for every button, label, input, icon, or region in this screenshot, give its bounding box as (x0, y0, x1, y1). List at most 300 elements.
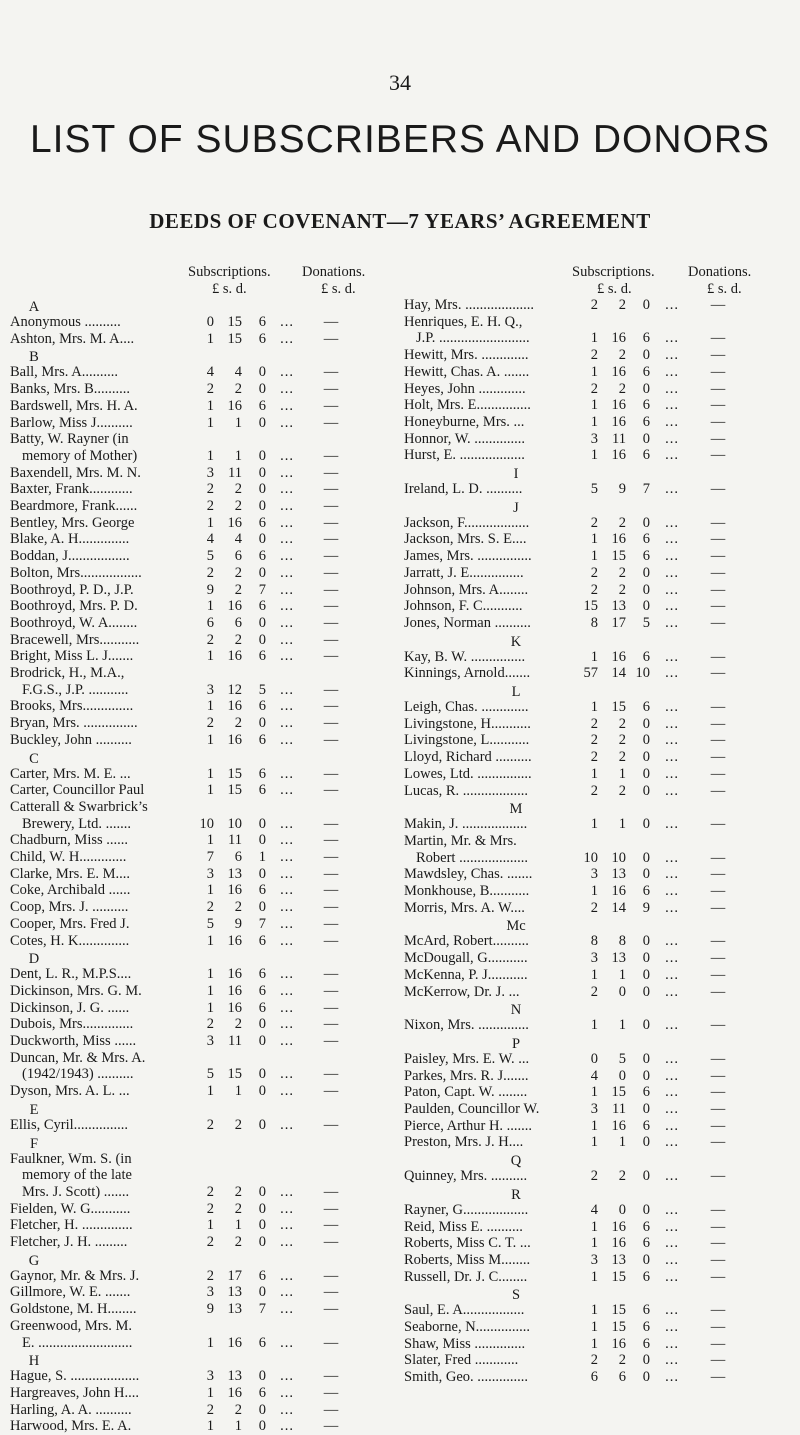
donation-dash: — (710, 397, 726, 414)
leader-dots: ... (665, 765, 679, 782)
donation-dash: — (323, 1334, 339, 1351)
donation-dash: — (323, 715, 339, 732)
subscription-pence: 6 (258, 397, 266, 414)
subscription-pence: 6 (642, 330, 650, 347)
subscription-pence: 0 (642, 1369, 650, 1386)
donation-dash: — (710, 1369, 726, 1386)
leader-dots: ... (665, 1050, 679, 1067)
subscriber-name-continued (10, 1151, 400, 1167)
subscription-pence: 0 (642, 347, 650, 364)
subscriber-row (404, 447, 796, 463)
subscription-pounds: 1 (206, 1418, 214, 1435)
subscription-pence: 6 (258, 999, 266, 1016)
subscriber-row (10, 515, 400, 531)
subscriber-row (10, 715, 400, 731)
subscription-shillings: 2 (234, 1401, 242, 1418)
leader-dots: ... (665, 380, 679, 397)
subscription-shillings: 16 (227, 999, 242, 1016)
donation-dash: — (710, 966, 726, 983)
section-letter: R (511, 1186, 521, 1203)
subscription-pounds: 9 (206, 581, 214, 598)
section-letter: H (28, 1353, 40, 1370)
section-letter: E (29, 1101, 39, 1118)
subscription-pounds: 1 (590, 1268, 598, 1285)
subscription-pounds: 2 (206, 498, 214, 514)
subscription-shillings: 15 (227, 330, 242, 347)
subscription-shillings: 2 (618, 749, 626, 766)
leader-dots: ... (280, 330, 294, 347)
leader-dots: ... (665, 531, 679, 548)
donation-dash: — (323, 1083, 339, 1100)
subscriber-name: Duncan, Mr. & Mrs. A. (10, 1049, 146, 1066)
leader-dots: ... (280, 815, 294, 832)
subscription-pounds: 4 (590, 1067, 598, 1084)
subscriber-name: Brooks, Mrs.............. (10, 698, 134, 715)
subscription-pounds: 2 (590, 380, 598, 397)
subscriber-row (404, 1336, 796, 1352)
subscription-pounds: 7 (206, 849, 214, 865)
subscription-pounds: 4 (206, 531, 214, 548)
subscriber-row (10, 381, 400, 397)
subscription-pounds: 2 (590, 1168, 598, 1185)
leader-dots: ... (280, 932, 294, 949)
subscription-pounds: 3 (590, 950, 598, 967)
subscriber-name: Greenwood, Mrs. M. (10, 1317, 133, 1334)
subscription-pounds: 2 (590, 297, 598, 313)
subscription-pounds: 1 (206, 832, 214, 849)
subscriber-name: Jackson, F.................. (404, 514, 530, 531)
subscription-pence: 6 (642, 1218, 650, 1235)
donation-dash: — (710, 933, 726, 950)
subscription-shillings: 16 (611, 648, 626, 665)
subscription-pounds: 3 (590, 430, 598, 447)
leader-dots: ... (665, 564, 679, 581)
subscriber-name: Jarratt, J. E............... (404, 564, 524, 581)
leader-dots: ... (280, 514, 294, 531)
subscription-shillings: 2 (618, 347, 626, 364)
donation-dash: — (710, 614, 726, 631)
subscriber-name: Johnson, F. C........... (404, 598, 523, 615)
donation-dash: — (710, 732, 726, 749)
donation-dash: — (323, 614, 339, 631)
leader-dots: ... (665, 983, 679, 1000)
subscription-pence: 6 (258, 782, 266, 799)
subscriber-name: Shaw, Miss .............. (404, 1335, 526, 1352)
subscriber-row (10, 331, 400, 347)
leader-dots: ... (665, 1084, 679, 1101)
subscription-pounds: 2 (206, 899, 214, 916)
subscription-pounds: 1 (206, 932, 214, 949)
section-letter: N (510, 1002, 522, 1019)
leader-dots: ... (665, 1335, 679, 1352)
subscriber-row (404, 1252, 796, 1268)
subscription-pounds: 4 (206, 364, 214, 381)
subscriber-name: Paton, Capt. W. ........ (404, 1084, 528, 1101)
subscriber-name: Bolton, Mrs................. (10, 564, 142, 581)
subscription-pounds: 1 (206, 1384, 214, 1401)
subscriber-name: Clarke, Mrs. E. M.... (10, 865, 131, 882)
subscription-pounds: 1 (206, 1217, 214, 1234)
subscriber-name: J.P. ......................... (416, 330, 530, 347)
subscription-shillings: 2 (618, 782, 626, 799)
subscription-pence: 0 (258, 899, 266, 916)
subscription-pence: 6 (258, 330, 266, 347)
subscription-pounds: 5 (590, 481, 598, 497)
leader-dots: ... (665, 1319, 679, 1335)
subscriber-name-continued (10, 431, 400, 447)
subscription-pence: 0 (258, 1401, 266, 1418)
subscription-pence: 1 (258, 849, 266, 865)
subscriber-row (404, 1219, 796, 1235)
subscriber-name: E. .......................... (22, 1334, 133, 1351)
leader-dots: ... (280, 1016, 294, 1033)
donation-dash: — (710, 380, 726, 397)
subscriber-row (404, 481, 796, 497)
subscription-pence: 7 (642, 481, 650, 497)
subscription-pence: 0 (642, 1067, 650, 1084)
leader-dots: ... (665, 933, 679, 950)
subscriber-name: Pierce, Arthur H. ....... (404, 1117, 533, 1134)
subscription-pounds: 2 (590, 782, 598, 799)
subscriber-name: Boothroyd, P. D., J.P. (10, 581, 134, 598)
donation-dash: — (323, 481, 339, 498)
subscription-pence: 0 (258, 1284, 266, 1301)
subscription-pence: 0 (642, 765, 650, 782)
subscription-pence: 9 (642, 899, 650, 916)
leader-dots: ... (280, 1066, 294, 1083)
subscription-pounds: 2 (206, 481, 214, 498)
subscriber-name: Livingstone, H........... (404, 715, 531, 732)
subscription-pounds: 2 (206, 564, 214, 581)
leader-dots: ... (280, 966, 294, 983)
subscriber-row (404, 1017, 796, 1033)
subscriber-name: Paisley, Mrs. E. W. ... (404, 1050, 530, 1067)
subscription-pence: 6 (642, 1084, 650, 1101)
leader-dots: ... (280, 999, 294, 1016)
subscriber-row (10, 1402, 400, 1418)
subscriber-name: Quinney, Mrs. .......... (404, 1168, 528, 1185)
subscriber-row (404, 749, 796, 765)
subscription-pence: 6 (642, 1335, 650, 1352)
subscription-pounds: 1 (590, 1134, 598, 1151)
subscriber-row (10, 1234, 400, 1250)
subscriber-name: Fletcher, J. H. ......... (10, 1234, 128, 1250)
leader-dots: ... (280, 1217, 294, 1234)
subscriber-name-continued (404, 314, 796, 330)
subscription-pence: 0 (642, 1168, 650, 1185)
subscription-shillings: 2 (234, 1234, 242, 1250)
subscription-shillings: 10 (227, 815, 242, 832)
subscriber-name-continued (10, 1050, 400, 1066)
subscriber-row (404, 883, 796, 899)
subscription-shillings: 15 (611, 1084, 626, 1101)
subscriber-row (10, 732, 400, 748)
donation-dash: — (323, 698, 339, 715)
subscription-pounds: 1 (590, 816, 598, 833)
donation-dash: — (323, 999, 339, 1016)
subscription-shillings: 17 (611, 614, 626, 631)
donation-dash: — (710, 1218, 726, 1235)
subscription-pounds: 5 (206, 548, 214, 565)
subscription-pence: 0 (642, 983, 650, 1000)
subscription-pence: 0 (642, 732, 650, 749)
subscriber-row (10, 782, 400, 798)
subscriber-name: Ireland, L. D. .......... (404, 481, 523, 497)
donations-header: Donations. (302, 264, 366, 280)
donation-dash: — (323, 765, 339, 782)
section-letter: I (513, 466, 519, 482)
subscriber-row (404, 381, 796, 397)
donation-dash: — (323, 731, 339, 748)
subscription-pounds: 3 (206, 865, 214, 882)
subscriber-row (404, 414, 796, 430)
subscriber-name: Monkhouse, B........... (404, 883, 530, 899)
subscription-shillings: 15 (227, 1066, 242, 1083)
leader-dots: ... (665, 347, 679, 364)
subscription-pence: 5 (258, 681, 266, 698)
subscription-pence: 0 (258, 1200, 266, 1217)
subscription-pounds: 0 (206, 314, 214, 330)
subscriber-name: Carter, Mrs. M. E. ... (10, 765, 131, 782)
donation-dash: — (323, 447, 339, 464)
leader-dots: ... (280, 1033, 294, 1049)
leader-dots: ... (280, 631, 294, 648)
subscription-shillings: 2 (234, 631, 242, 648)
subscriber-row (404, 1269, 796, 1285)
donation-dash: — (323, 1016, 339, 1033)
subscriber-row (10, 1000, 400, 1016)
subscriber-name: memory of Mother) (22, 447, 138, 464)
subscription-pence: 0 (258, 832, 266, 849)
subscriptions-units: £ s. d. (597, 281, 632, 297)
subscription-pounds: 3 (206, 681, 214, 698)
donation-dash: — (710, 1302, 726, 1319)
subscription-pence: 0 (258, 414, 266, 431)
donations-header: Donations. (688, 264, 752, 280)
subscriber-row (404, 900, 796, 916)
leader-dots: ... (280, 1116, 294, 1133)
subscriber-name: Bryan, Mrs. ............... (10, 715, 138, 732)
subscriber-row (10, 1083, 400, 1099)
donation-dash: — (323, 832, 339, 849)
subscription-pounds: 2 (590, 514, 598, 531)
donation-dash: — (323, 865, 339, 882)
subscription-pence: 0 (642, 1352, 650, 1369)
subscription-pounds: 1 (590, 413, 598, 430)
donation-dash: — (710, 866, 726, 883)
donation-dash: — (710, 1201, 726, 1218)
leader-dots: ... (280, 1384, 294, 1401)
subscription-pounds: 8 (590, 933, 598, 950)
subscription-shillings: 13 (611, 1251, 626, 1268)
subscription-pence: 0 (258, 564, 266, 581)
subscription-shillings: 15 (227, 782, 242, 799)
subscription-shillings: 1 (234, 414, 242, 431)
subscriber-row (10, 698, 400, 714)
subscription-shillings: 6 (234, 614, 242, 631)
subscriber-row (10, 882, 400, 898)
subscription-pence: 6 (642, 531, 650, 548)
donation-dash: — (710, 581, 726, 598)
subscription-pence: 6 (642, 1268, 650, 1285)
leader-dots: ... (665, 699, 679, 715)
subscription-shillings: 2 (618, 1168, 626, 1185)
subscriber-name: memory of the late (22, 1167, 132, 1184)
subscription-pence: 6 (642, 397, 650, 414)
subscriber-name: Harling, A. A. .......... (10, 1401, 132, 1418)
subscription-pence: 6 (258, 882, 266, 899)
subscriber-row (10, 531, 400, 547)
donation-dash: — (323, 1284, 339, 1301)
donation-dash: — (710, 1084, 726, 1101)
subscription-pence: 6 (642, 1235, 650, 1252)
subscription-shillings: 16 (611, 1235, 626, 1252)
donation-dash: — (710, 1134, 726, 1151)
subscription-pounds: 8 (590, 614, 598, 631)
donation-dash: — (710, 883, 726, 899)
subscriber-row (10, 1335, 400, 1351)
donation-dash: — (710, 1319, 726, 1335)
subscription-shillings: 16 (611, 397, 626, 414)
subscriber-row (404, 984, 796, 1000)
subscriber-row (404, 347, 796, 363)
subscriber-name-continued (10, 1167, 400, 1183)
subscriber-name: Martin, Mr. & Mrs. (404, 832, 517, 849)
donation-dash: — (323, 648, 339, 665)
leader-dots: ... (665, 1017, 679, 1034)
subscriber-name: Dubois, Mrs.............. (10, 1016, 134, 1033)
subscriber-row (404, 732, 796, 748)
subscription-pounds: 1 (590, 1117, 598, 1134)
leader-dots: ... (665, 614, 679, 631)
subscription-shillings: 16 (227, 731, 242, 748)
subscription-pence: 7 (258, 1301, 266, 1318)
subscriber-name: Roberts, Miss M........ (404, 1251, 531, 1268)
subscriber-row (10, 1033, 400, 1049)
leader-dots: ... (665, 883, 679, 899)
subscription-pounds: 10 (583, 849, 598, 866)
donation-dash: — (323, 1033, 339, 1049)
subscription-pounds: 2 (206, 1267, 214, 1284)
subscription-shillings: 16 (611, 447, 626, 464)
subscription-pence: 0 (258, 364, 266, 381)
donation-dash: — (323, 815, 339, 832)
subscriber-name: Baxendell, Mrs. M. N. (10, 464, 141, 481)
subscription-pence: 0 (642, 514, 650, 531)
subscription-pounds: 1 (206, 765, 214, 782)
subscription-pence: 7 (258, 915, 266, 932)
subscription-shillings: 1 (234, 1217, 242, 1234)
subscription-shillings: 11 (612, 430, 626, 447)
subscriber-row (10, 632, 400, 648)
subscriber-name: Gillmore, W. E. ....... (10, 1284, 131, 1301)
subscription-shillings: 15 (227, 765, 242, 782)
subscription-pounds: 3 (206, 1033, 214, 1049)
subscriber-row (404, 665, 796, 681)
subscription-pence: 6 (258, 932, 266, 949)
subscriber-row (10, 1301, 400, 1317)
subscription-shillings: 13 (227, 865, 242, 882)
subscription-pounds: 1 (590, 1335, 598, 1352)
subscriber-row (404, 1068, 796, 1084)
subscriber-name: Hewitt, Mrs. ............. (404, 347, 529, 364)
leader-dots: ... (280, 1267, 294, 1284)
subscriber-name: Smith, Geo. .............. (404, 1369, 529, 1386)
leader-dots: ... (280, 548, 294, 565)
subscription-pounds: 1 (590, 330, 598, 347)
subscription-pounds: 1 (206, 397, 214, 414)
subscription-pounds: 2 (590, 347, 598, 364)
subscriber-row (10, 816, 400, 832)
subscriber-row (404, 933, 796, 949)
subscriber-row (10, 832, 400, 848)
subscriber-row (404, 816, 796, 832)
subscription-pounds: 5 (206, 1066, 214, 1083)
section-letter: B (29, 349, 39, 366)
subscriber-row (404, 548, 796, 564)
subscriber-name: Lucas, R. .................. (404, 782, 529, 799)
subscriber-name: Hurst, E. .................. (404, 447, 525, 464)
leader-dots: ... (280, 447, 294, 464)
subscription-shillings: 16 (227, 397, 242, 414)
donation-dash: — (323, 464, 339, 481)
donation-dash: — (710, 347, 726, 364)
donation-dash: — (710, 1251, 726, 1268)
donation-dash: — (710, 297, 726, 313)
subscriber-row (404, 1051, 796, 1067)
subscription-shillings: 1 (234, 1418, 242, 1435)
subscription-shillings: 15 (227, 314, 242, 330)
subscriber-row (404, 615, 796, 631)
subscription-shillings: 2 (234, 1116, 242, 1133)
subscription-pounds: 3 (590, 1101, 598, 1117)
subscription-pounds: 5 (206, 915, 214, 932)
leader-dots: ... (665, 363, 679, 380)
subscriber-name: Parkes, Mrs. R. J....... (404, 1067, 529, 1084)
subscriber-row (10, 1117, 400, 1133)
donation-dash: — (710, 1067, 726, 1084)
subscription-shillings: 0 (618, 1067, 626, 1084)
leader-dots: ... (665, 1168, 679, 1185)
subscription-shillings: 16 (611, 883, 626, 899)
subscription-pounds: 1 (590, 531, 598, 548)
subscription-pounds: 1 (590, 883, 598, 899)
subscriber-name: Dickinson, Mrs. G. M. (10, 982, 142, 999)
subscription-pounds: 2 (206, 381, 214, 398)
subscription-pounds: 4 (590, 1201, 598, 1218)
donation-dash: — (323, 314, 339, 330)
subscriber-name: Roberts, Miss C. T. ... (404, 1235, 531, 1252)
subscription-shillings: 16 (227, 1334, 242, 1351)
donation-dash: — (323, 598, 339, 615)
subscriber-row (404, 1352, 796, 1368)
subscriber-name: Ball, Mrs. A.......... (10, 364, 118, 381)
subscription-pence: 0 (258, 381, 266, 398)
subscriber-name: James, Mrs. ............... (404, 548, 532, 565)
leader-dots: ... (280, 598, 294, 615)
subscriber-row (10, 314, 400, 330)
donation-dash: — (323, 1217, 339, 1234)
leader-dots: ... (665, 866, 679, 883)
subscription-pence: 0 (642, 598, 650, 615)
donation-dash: — (323, 1066, 339, 1083)
donation-dash: — (710, 816, 726, 833)
leader-dots: ... (665, 1218, 679, 1235)
subscription-pence: 0 (258, 1368, 266, 1385)
subscription-shillings: 2 (234, 564, 242, 581)
subscriber-name: Hay, Mrs. ................... (404, 297, 534, 313)
subscriber-name-continued (404, 833, 796, 849)
